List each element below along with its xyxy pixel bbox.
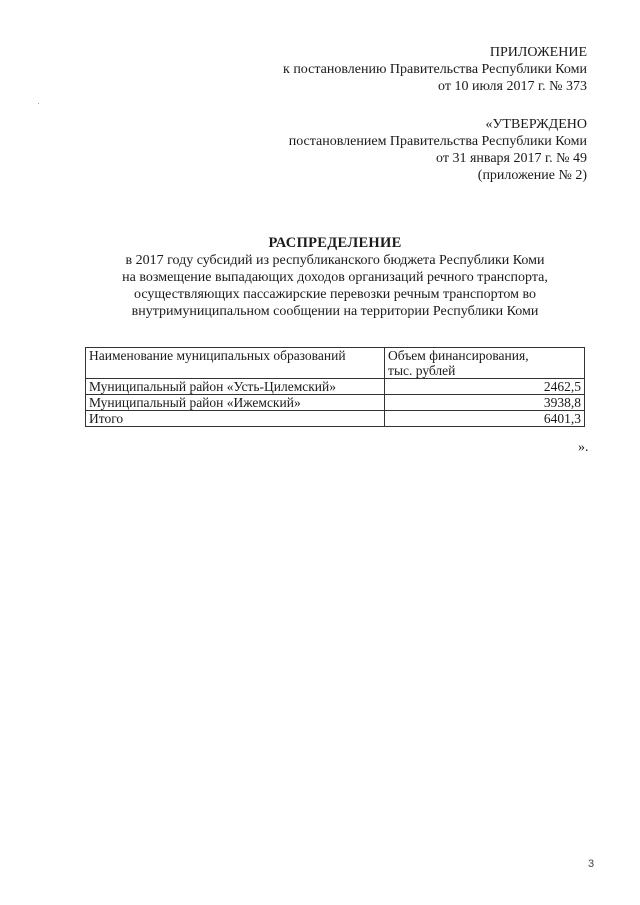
approved-label: «УТВЕРЖДЕНО — [485, 117, 587, 132]
municipality-name: Муниципальный район «Усть-Цилемский» — [86, 379, 385, 395]
appendix-resolution-date: от 10 июля 2017 г. № 373 — [438, 79, 587, 94]
document-subtitle-line-2: на возмещение выпадающих доходов организаций речного транспорта, — [122, 270, 548, 285]
municipality-name: Муниципальный район «Ижемский» — [86, 395, 385, 411]
scan-speck — [38, 103, 39, 104]
document-title-block — [80, 235, 590, 320]
document-title: РАСПРЕДЕЛЕНИЕ — [268, 235, 402, 251]
appendix-resolution-ref: к постановлению Правительства Республики Коми — [283, 62, 587, 77]
header-funding-line-2: тыс. рублей — [388, 363, 456, 378]
document-subtitle-line-4: внутримуниципальном сообщении на территории Республики Коми — [131, 304, 539, 319]
document-subtitle-line-3: осуществляющих пассажирские перевозки речным транспортом во — [133, 287, 537, 302]
approved-resolution-ref: постановлением Правительства Республики Коми — [288, 134, 587, 149]
approved-resolution-date: от 31 января 2017 г. № 49 — [436, 151, 587, 166]
header-funding-line-1: Объем финансирования, — [388, 348, 529, 363]
total-amount: 6401,3 — [385, 411, 585, 427]
header-funding-amount — [385, 348, 585, 379]
page-number: 3 — [588, 858, 595, 870]
appendix-header — [283, 44, 587, 95]
table-total-row — [86, 411, 585, 427]
table-header-row — [86, 348, 585, 379]
approved-header — [289, 116, 587, 184]
appendix-label: ПРИЛОЖЕНИЕ — [489, 45, 587, 60]
closing-quote: ». — [578, 440, 589, 455]
header-municipality: Наименование муниципальных образований — [86, 348, 385, 379]
table-row — [86, 395, 585, 411]
funding-table — [85, 347, 585, 427]
funding-amount: 2462,5 — [385, 379, 585, 395]
total-label: Итого — [86, 411, 385, 427]
funding-amount: 3938,8 — [385, 395, 585, 411]
approved-appendix-number: (приложение № 2) — [477, 168, 587, 183]
table-row — [86, 379, 585, 395]
document-subtitle-line-1: в 2017 году субсидий из республиканского бюджета Республики Коми — [125, 253, 545, 268]
